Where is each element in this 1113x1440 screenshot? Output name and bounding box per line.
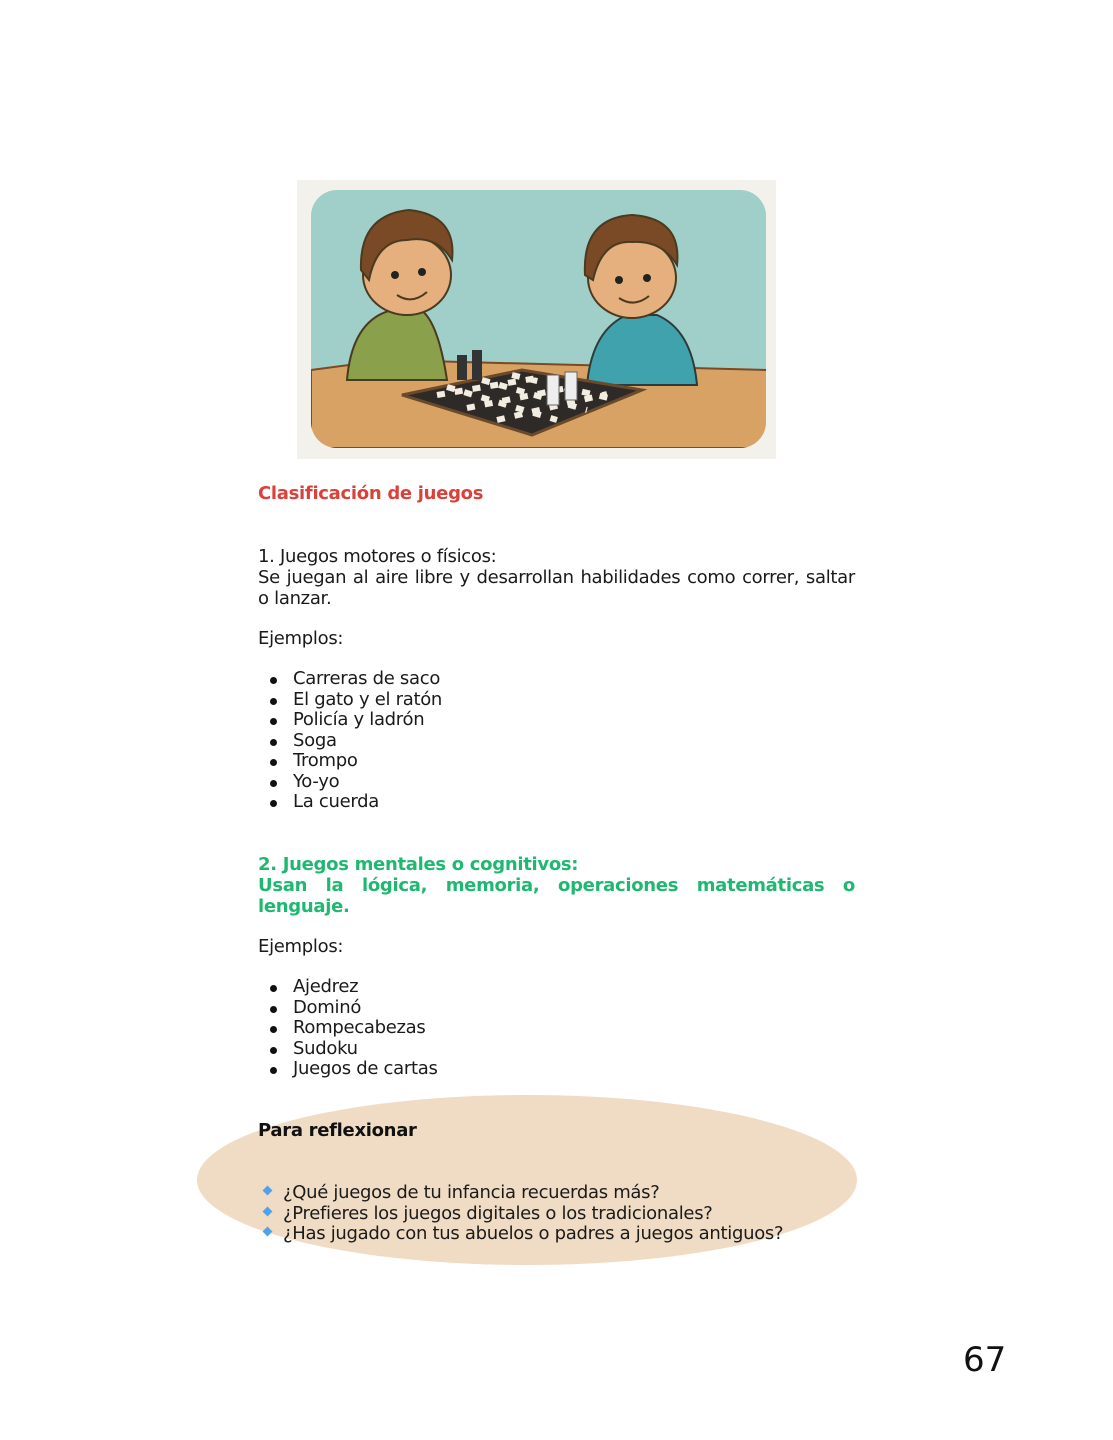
list-item: Carreras de saco (258, 669, 442, 690)
section2-description: Usan la lógica, memoria, operaciones matemáticas o lenguaje. (258, 875, 855, 917)
section2-heading: 2. Juegos mentales o cognitivos: (258, 854, 579, 875)
bullet-icon (270, 759, 277, 766)
section1-description: Se juegan al aire libre y desarrollan habilidades como correr, saltar o lanzar. (258, 567, 855, 609)
bullet-icon (270, 718, 277, 725)
section-title: Clasificación de juegos (258, 483, 484, 504)
section1-examples-list (258, 669, 442, 813)
children-playing-chess-icon (297, 180, 776, 459)
list-item: La cuerda (258, 792, 442, 813)
bullet-icon (270, 800, 277, 807)
section2-examples-list (258, 977, 438, 1080)
diamond-bullet-icon (263, 1186, 273, 1196)
bullet-icon (270, 985, 277, 992)
bullet-icon (270, 780, 277, 787)
list-item: ¿Prefieres los juegos digitales o los tradicionales? (262, 1204, 783, 1225)
chess-illustration (297, 180, 776, 459)
list-item: El gato y el ratón (258, 690, 442, 711)
list-item: Policía y ladrón (258, 710, 442, 731)
reflection-title: Para reflexionar (258, 1120, 417, 1141)
diamond-bullet-icon (263, 1206, 273, 1216)
bullet-icon (270, 1047, 277, 1054)
bullet-icon (270, 1067, 277, 1074)
list-item: ¿Has jugado con tus abuelos o padres a juegos antiguos? (262, 1224, 783, 1245)
bullet-icon (270, 1006, 277, 1013)
list-item: Trompo (258, 751, 442, 772)
diamond-bullet-icon (263, 1227, 273, 1237)
page-number: 67 (963, 1340, 1007, 1380)
list-item: Yo-yo (258, 772, 442, 793)
list-item: Sudoku (258, 1039, 438, 1060)
bullet-icon (270, 698, 277, 705)
reflection-questions (262, 1183, 783, 1245)
bullet-icon (270, 677, 277, 684)
list-item: Juegos de cartas (258, 1059, 438, 1080)
list-item: Dominó (258, 998, 438, 1019)
section1-examples-label: Ejemplos: (258, 628, 344, 649)
list-item: Rompecabezas (258, 1018, 438, 1039)
section2-examples-label: Ejemplos: (258, 936, 344, 957)
list-item: Soga (258, 731, 442, 752)
bullet-icon (270, 739, 277, 746)
list-item: Ajedrez (258, 977, 438, 998)
list-item: ¿Qué juegos de tu infancia recuerdas más? (262, 1183, 783, 1204)
section1-heading: 1. Juegos motores o físicos: (258, 546, 497, 567)
bullet-icon (270, 1026, 277, 1033)
